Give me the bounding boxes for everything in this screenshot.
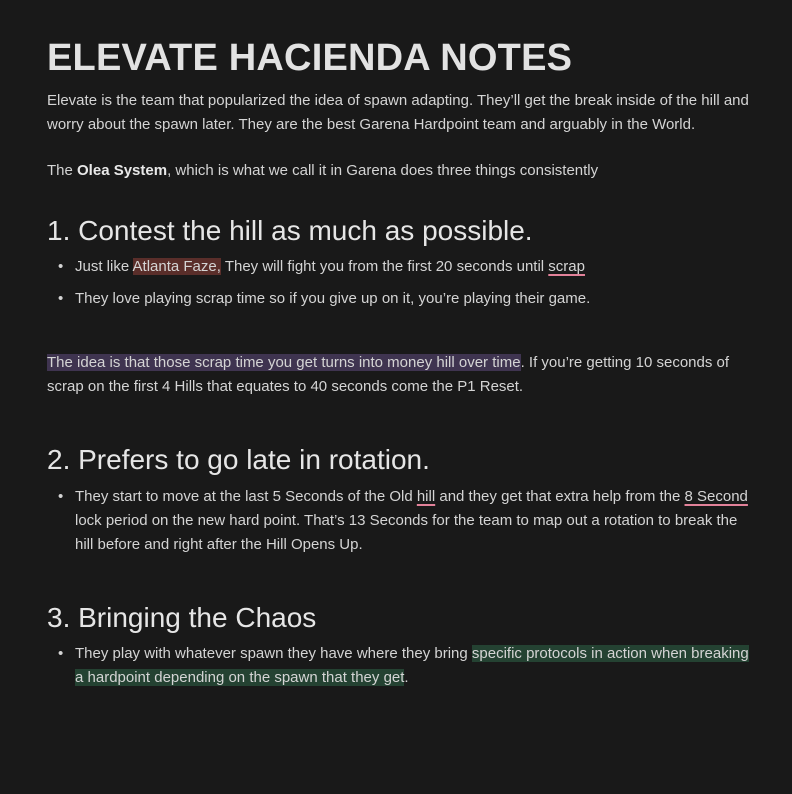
protocols-highlight: specific protocols in action when breaking a hardpoint depending on the spawn that they get [75, 645, 749, 686]
item-text-post: lock period on the new hard point. That’s 13 Seconds for the team to map out a rotation to break the hill before and right after the Hill Opens Up. [75, 512, 738, 553]
list-item [47, 287, 756, 311]
item-text: They love playing scrap time so if you give up on it, you’re playing their game. [75, 290, 591, 307]
section-2-list [47, 485, 756, 557]
idea-rest: . If you’re getting 10 seconds of scrap on the first 4 Hills that equates to 40 seconds come the P1 Reset. [47, 354, 730, 395]
item-text-post: . [404, 669, 409, 686]
bullet-icon: • [58, 290, 64, 307]
olea-text-pre: The [47, 162, 78, 179]
list-item [47, 255, 756, 279]
section-3-heading: 3. Bringing the Chaos [47, 602, 317, 633]
intro-paragraph: Elevate is the team that popularized the idea of spawn adapting. They’ll get the break inside of the hill and worry about the spawn later. They are the best Garena Hardpoint team and arguably in the World. [47, 92, 749, 133]
bullet-icon: • [58, 645, 64, 662]
section-3-list [47, 642, 756, 690]
item-text-mid: and they get that extra help from the [435, 488, 685, 505]
eight-second-underline: 8 Second [684, 488, 748, 505]
page-title: ELEVATE HACIENDA NOTES [47, 37, 573, 79]
scrap-underline: scrap [548, 258, 585, 275]
item-text-pre: Just like [75, 258, 133, 275]
hill-underline: hill [416, 488, 436, 505]
idea-highlight: The idea is that those scrap time you get turns into money hill over time [47, 354, 521, 371]
section-2-heading: 2. Prefers to go late in rotation. [47, 444, 430, 475]
olea-system-bold: Olea System [77, 162, 168, 179]
olea-text-post: , which is what we call it in Garena does three things consistently [167, 162, 599, 179]
section-1-list [47, 255, 756, 311]
bullet-icon: • [58, 258, 64, 275]
item-text-mid: They will fight you from the first 20 seconds until [220, 258, 549, 275]
olea-paragraph [47, 159, 756, 183]
section-1-heading: 1. Contest the hill as much as possible. [47, 215, 533, 246]
item-text-pre: They play with whatever spawn they have where they bring [75, 645, 472, 662]
idea-paragraph [47, 351, 756, 399]
item-text-pre: They start to move at the last 5 Seconds of the Old [75, 488, 417, 505]
atlanta-faze-highlight: Atlanta Faze, [132, 258, 221, 275]
bullet-icon: • [58, 488, 64, 505]
list-item [47, 485, 756, 557]
list-item [47, 642, 756, 690]
